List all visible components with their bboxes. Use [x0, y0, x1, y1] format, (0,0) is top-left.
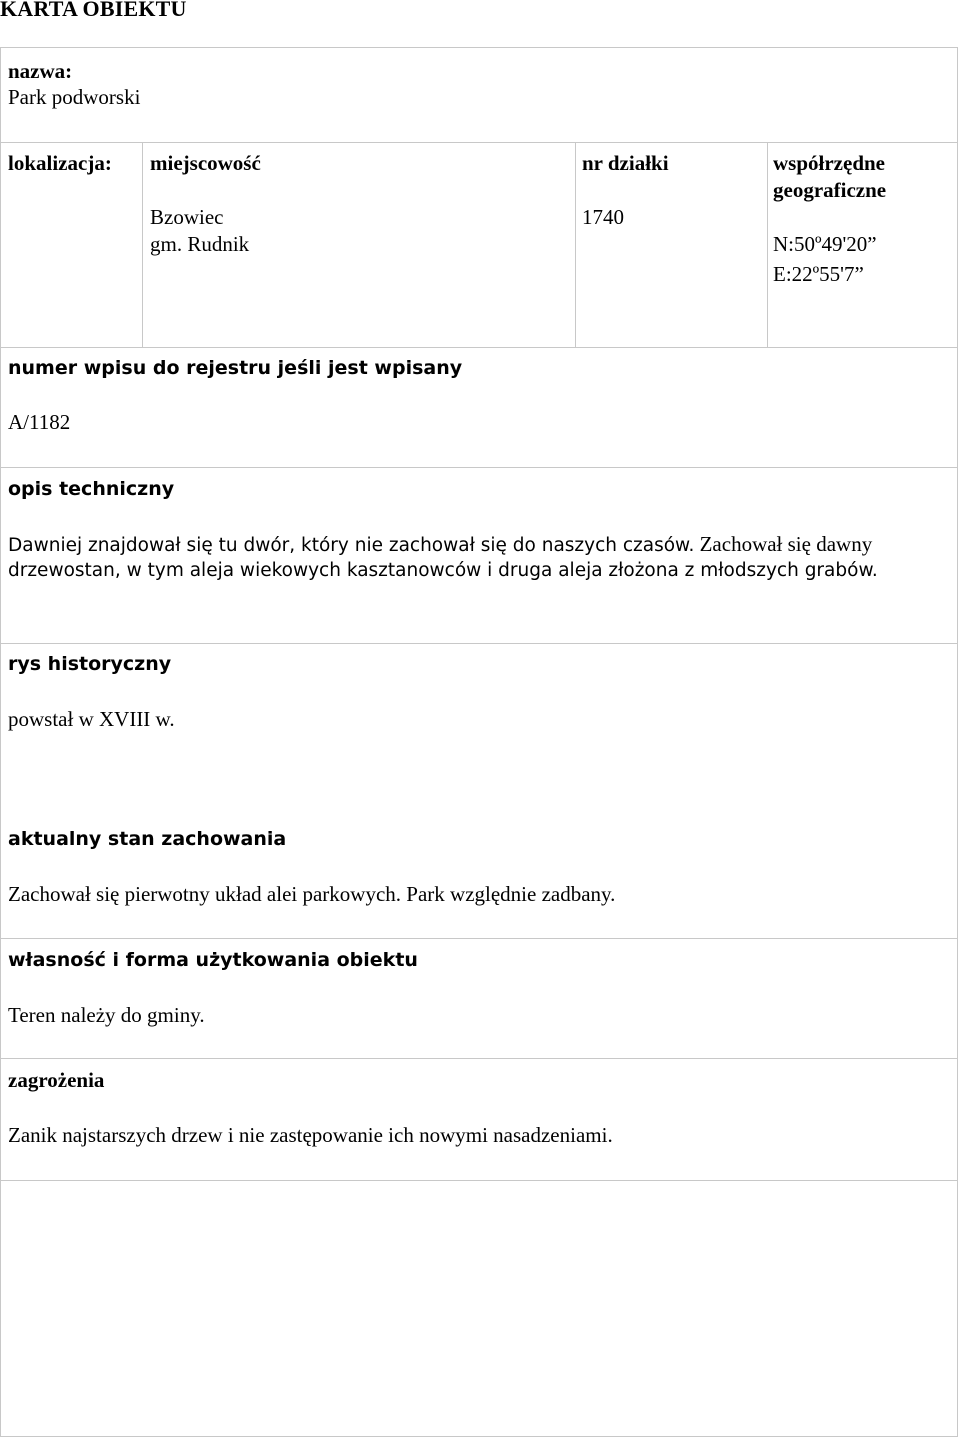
condition-label: aktualny stan zachowania — [8, 828, 287, 850]
coordinates-label: współrzędne — [773, 151, 885, 175]
technical-description-text-cont: Zachował się dawny — [694, 532, 873, 556]
coordinates-label-cont: geograficzne — [773, 178, 887, 202]
condition-value: Zachował się pierwotny układ alei parkowych. Park względnie zadbany. — [8, 882, 616, 906]
technical-description-text-line2: drzewostan, w tym aleja wiekowych kasztanowców i druga aleja złożona z młodszych grabów. — [8, 560, 878, 581]
technical-description-line — [8, 530, 872, 560]
divider — [0, 142, 958, 143]
divider — [0, 643, 958, 644]
divider — [0, 467, 958, 468]
commune-value: gm. Rudnik — [150, 232, 250, 256]
locality-value: Bzowiec — [150, 205, 224, 229]
name-label: nazwa: — [8, 59, 73, 83]
register-label: numer wpisu do rejestru jeśli jest wpisany — [8, 357, 463, 379]
technical-description-text: Dawniej znajdował się tu dwór, który nie zachował się do naszych czasów. — [8, 535, 695, 556]
register-value: A/1182 — [8, 410, 71, 434]
plot-label: nr działki — [582, 151, 669, 175]
location-label: lokalizacja: — [8, 151, 112, 175]
divider — [0, 1058, 958, 1059]
document-title: KARTA OBIEKTU — [0, 0, 187, 21]
ownership-label: własność i forma użytkowania obiektu — [8, 949, 418, 971]
divider — [0, 1180, 958, 1181]
technical-description-label: opis techniczny — [8, 478, 175, 500]
locality-label: miejscowość — [150, 151, 261, 175]
plot-value: 1740 — [582, 205, 624, 229]
column-divider — [575, 142, 576, 347]
ownership-value: Teren należy do gminy. — [8, 1003, 205, 1027]
history-value: powstał w XVIII w. — [8, 707, 175, 731]
latitude-value: N:50º49'20” — [773, 232, 877, 256]
divider — [0, 938, 958, 939]
column-divider — [142, 142, 143, 347]
history-label: rys historyczny — [8, 653, 172, 675]
threats-value: Zanik najstarszych drzew i nie zastępowanie ich nowymi nasadzeniami. — [8, 1123, 613, 1147]
column-divider — [767, 142, 768, 347]
name-value: Park podworski — [8, 85, 141, 109]
divider — [0, 347, 958, 348]
longitude-value: E:22º55'7” — [773, 262, 864, 286]
threats-label: zagrożenia — [8, 1068, 105, 1092]
